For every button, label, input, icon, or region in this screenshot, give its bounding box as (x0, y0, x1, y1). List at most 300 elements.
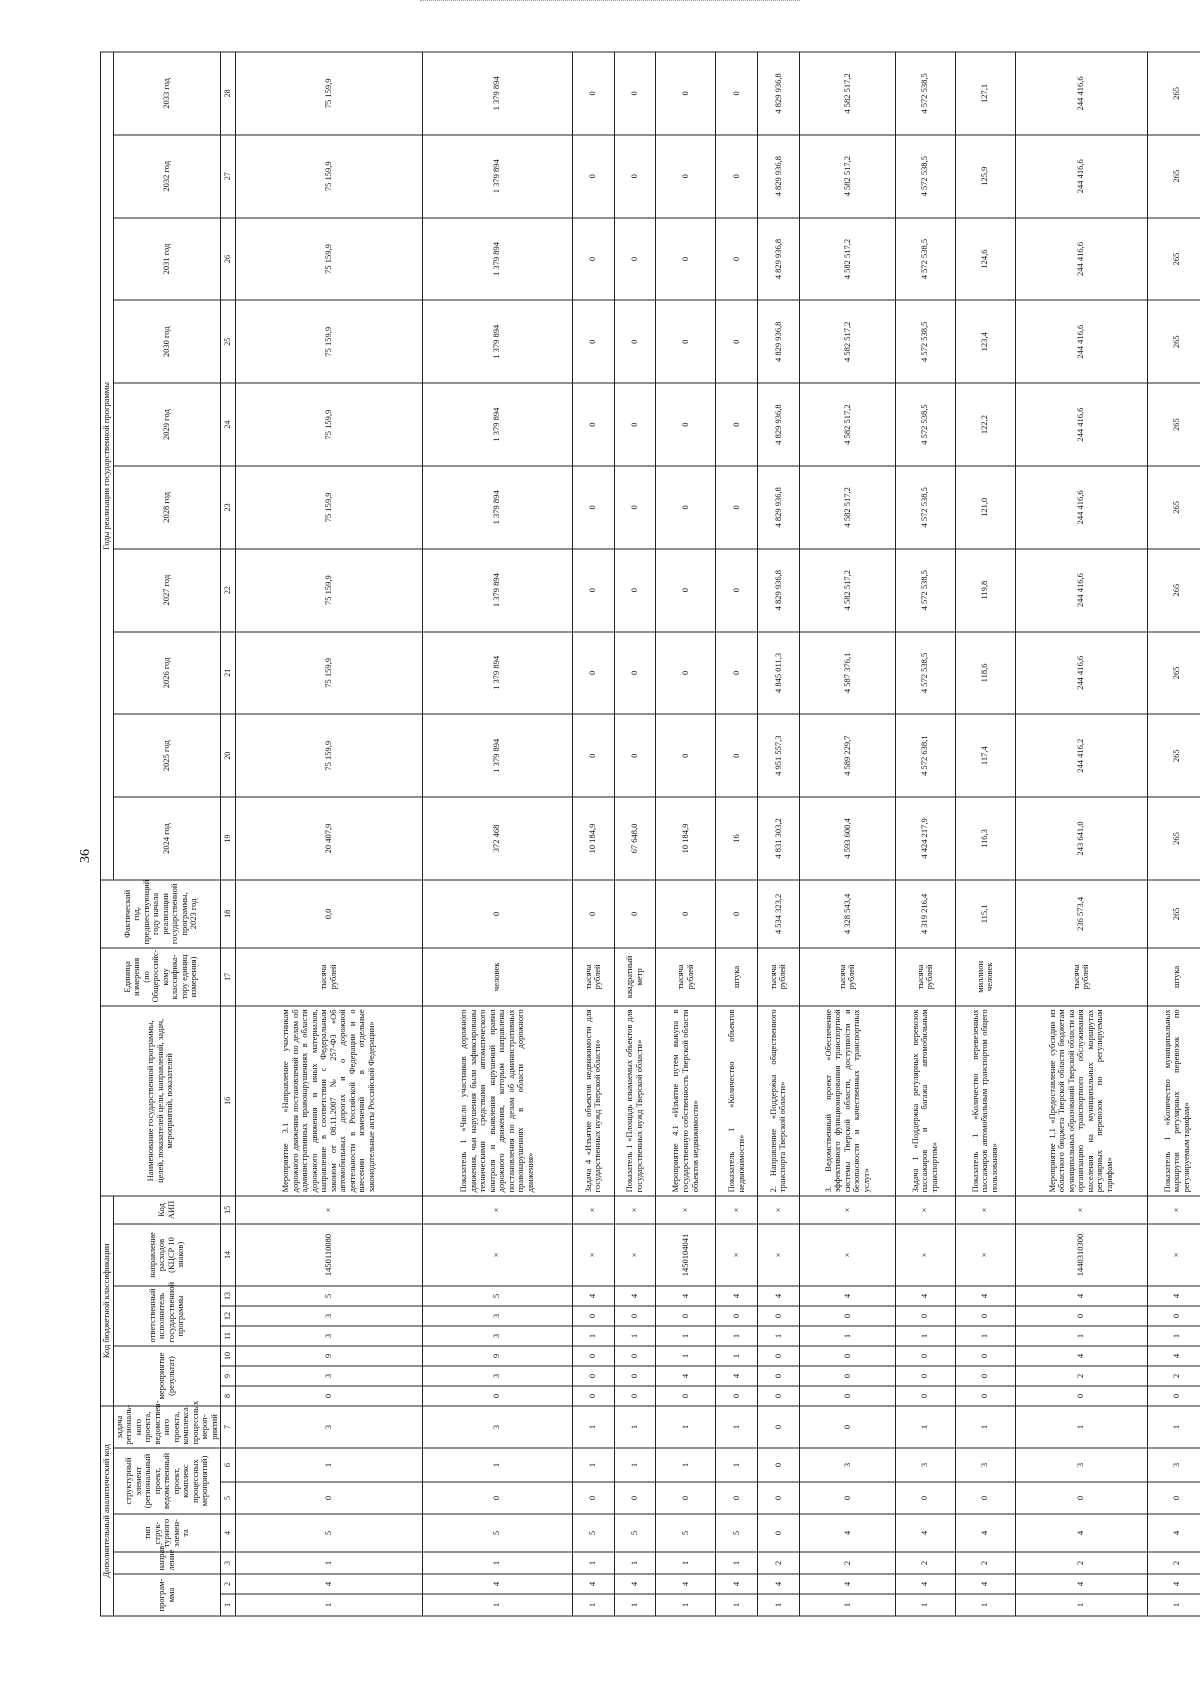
header-responsible: ответственный исполнитель государственной программы (113, 1286, 221, 1346)
row-unit: штука (1147, 948, 1200, 1006)
year-value-cell: 244 416,6 (1015, 383, 1147, 466)
year-value-cell: 372 468 (422, 797, 572, 880)
code-cell: 0 (799, 1406, 895, 1448)
code-cell: 1 (572, 1448, 614, 1482)
code-cell: 3 (422, 1326, 572, 1346)
col-number: 10 (221, 1346, 236, 1366)
col-number: 22 (221, 549, 236, 632)
code-cell: × (955, 1196, 1015, 1224)
code-cell: 2 (1147, 1366, 1200, 1386)
year-value-cell: 244 416,6 (1015, 549, 1147, 632)
year-value-cell: 75 159,9 (236, 52, 422, 135)
header-year-2031: 2031 год (113, 218, 221, 301)
year-value-cell: 244 416,6 (1015, 218, 1147, 301)
code-cell: 1 (656, 1346, 716, 1366)
code-cell: 0 (572, 1482, 614, 1514)
code-cell: × (1147, 1224, 1200, 1286)
year-value-cell: 4 572 538,5 (895, 549, 955, 632)
code-cell: 0 (1015, 1482, 1147, 1514)
code-cell: 1 (716, 1448, 758, 1482)
code-cell: 4 (799, 1574, 895, 1594)
code-cell: 4 (572, 1574, 614, 1594)
year-value-cell: 121,0 (955, 466, 1015, 549)
code-cell: 5 (422, 1286, 572, 1306)
year-value-cell: 1 379 894 (422, 549, 572, 632)
year-value-cell: 0 (614, 714, 656, 797)
year-value-cell: 4 572 538,5 (895, 218, 955, 301)
year-value-cell: 4 829 936,8 (758, 383, 800, 466)
year-value-cell: 0 (572, 632, 614, 715)
code-cell: 0 (799, 1346, 895, 1366)
code-cell: 1440310300 (1015, 1224, 1147, 1286)
row-name: Показатель 1 «Количество объектов недвижимости» (716, 1006, 758, 1196)
year-value-cell: 75 159,9 (236, 300, 422, 383)
code-cell: 0 (799, 1306, 895, 1326)
year-value-cell: 0 (572, 466, 614, 549)
row-fact-value: 0 (422, 880, 572, 948)
header-fact: Фактический год, предшествующий году начала реализации государственной программы, 2023 год (101, 880, 221, 948)
code-cell: × (895, 1196, 955, 1224)
year-value-cell: 4 424 217,9 (895, 797, 955, 880)
code-cell: 0 (614, 1346, 656, 1366)
code-cell: 0 (799, 1386, 895, 1406)
year-value-cell: 117,4 (955, 714, 1015, 797)
code-cell: 1 (1147, 1406, 1200, 1448)
row-unit: тысяча рублей (572, 948, 614, 1006)
row-unit: тысяча рублей (758, 948, 800, 1006)
code-cell: 1 (716, 1552, 758, 1574)
year-value-cell: 4 572 538,5 (895, 383, 955, 466)
year-value-cell: 123,4 (955, 300, 1015, 383)
code-cell: 9 (236, 1346, 422, 1366)
top-scan-mark (420, 0, 800, 3)
code-cell: 0 (572, 1386, 614, 1406)
row-name: Мероприятие 4.1 «Изъятие путем выкупа в государственную собственность Тверской области объектов недвижимости» (656, 1006, 716, 1196)
code-cell: 0 (955, 1346, 1015, 1366)
year-value-cell: 4 572 538,5 (895, 466, 955, 549)
code-cell: 2 (1015, 1366, 1147, 1386)
year-value-cell: 265 (1147, 52, 1200, 135)
header-year-2028: 2028 год (113, 466, 221, 549)
year-value-cell: 67 648,0 (614, 797, 656, 880)
code-cell: 2 (1015, 1552, 1147, 1574)
year-value-cell: 0 (656, 218, 716, 301)
code-cell: 5 (716, 1514, 758, 1552)
year-value-cell: 243 641,0 (1015, 797, 1147, 880)
header-event: мероприятие (результат) (113, 1346, 221, 1406)
code-cell: 1 (572, 1594, 614, 1616)
year-value-cell: 118,6 (955, 632, 1015, 715)
code-cell: 2 (1147, 1552, 1200, 1574)
code-cell: 1 (799, 1594, 895, 1616)
code-cell: 1 (236, 1552, 422, 1574)
header-year-2033: 2033 год (113, 52, 221, 135)
col-number: 3 (221, 1552, 236, 1574)
year-value-cell: 0 (614, 632, 656, 715)
code-cell: 4 (1015, 1514, 1147, 1552)
header-aip-code: Код АИП (113, 1196, 221, 1224)
code-cell: 4 (572, 1286, 614, 1306)
col-number: 24 (221, 383, 236, 466)
code-cell: 4 (895, 1286, 955, 1306)
year-value-cell: 0 (656, 135, 716, 218)
code-cell: × (614, 1224, 656, 1286)
code-cell: 0 (758, 1514, 800, 1552)
code-cell: 0 (758, 1482, 800, 1514)
col-number: 27 (221, 135, 236, 218)
year-value-cell: 0 (656, 466, 716, 549)
year-value-cell: 0 (572, 383, 614, 466)
year-value-cell: 4 582 517,2 (799, 135, 895, 218)
year-value-cell: 4 831 303,2 (758, 797, 800, 880)
code-cell: 1 (614, 1448, 656, 1482)
code-cell: 3 (236, 1406, 422, 1448)
col-number: 13 (221, 1286, 236, 1306)
code-cell: 0 (895, 1386, 955, 1406)
code-cell: 1 (572, 1406, 614, 1448)
year-value-cell: 0 (716, 300, 758, 383)
row-fact-value: 0 (572, 880, 614, 948)
code-cell: × (716, 1196, 758, 1224)
code-cell: 1 (955, 1326, 1015, 1346)
year-value-cell: 0 (656, 714, 716, 797)
col-number: 2 (221, 1574, 236, 1594)
year-value-cell: 127,1 (955, 52, 1015, 135)
code-cell: × (422, 1196, 572, 1224)
year-value-cell: 0 (656, 300, 716, 383)
year-value-cell: 75 159,9 (236, 466, 422, 549)
code-cell: 0 (758, 1346, 800, 1366)
col-number: 16 (221, 1006, 236, 1196)
year-value-cell: 0 (614, 218, 656, 301)
row-name: Мероприятие 3.1 «Направление участникам дорожного движения постановлений по делам об административных правонарушениях в области дорожного движения и иных материалов, направление в соответствии с Федеральным законом от 08.11.2007 № 257-ФЗ «Об автомобильных дорогах и о дорожной деятельности в Российской Федерации и о внесении изменений в отдельные законодательные акты Российской Федерации» (236, 1006, 422, 1196)
code-cell: 5 (614, 1514, 656, 1552)
col-number: 12 (221, 1306, 236, 1326)
year-value-cell: 244 416,6 (1015, 632, 1147, 715)
code-cell: 1 (955, 1406, 1015, 1448)
table-row (1147, 52, 1200, 1616)
code-cell: 1 (656, 1448, 716, 1482)
code-cell: 4 (1015, 1286, 1147, 1306)
row-unit: тысяча рублей (799, 948, 895, 1006)
year-value-cell: 265 (1147, 714, 1200, 797)
row-unit: миллион человек (955, 948, 1015, 1006)
code-cell: 0 (572, 1346, 614, 1366)
code-cell: 1 (1147, 1594, 1200, 1616)
header-expense-dir: направление расходов (КЦСР 10 знаков) (113, 1224, 221, 1286)
year-value-cell: 0 (656, 549, 716, 632)
table-header (101, 52, 236, 1616)
code-cell: 1 (955, 1594, 1015, 1616)
year-value-cell: 265 (1147, 549, 1200, 632)
code-cell: × (955, 1224, 1015, 1286)
table-row (799, 52, 895, 1616)
code-cell: 4 (955, 1514, 1015, 1552)
code-cell: 3 (799, 1448, 895, 1482)
row-name: Задача 1 «Поддержка регулярных перевозок пассажиров и багажа автомобильным транспортом» (895, 1006, 955, 1196)
code-cell: 5 (422, 1514, 572, 1552)
code-cell: × (1015, 1196, 1147, 1224)
code-cell: 0 (1147, 1482, 1200, 1514)
code-cell: 1 (758, 1594, 800, 1616)
code-cell: 1 (758, 1326, 800, 1346)
code-cell: 4 (799, 1286, 895, 1306)
code-cell: 1 (422, 1448, 572, 1482)
code-cell: 4 (1147, 1346, 1200, 1366)
year-value-cell: 4 829 936,8 (758, 135, 800, 218)
row-unit: тысяча рублей (656, 948, 716, 1006)
code-cell: 2 (799, 1552, 895, 1574)
code-cell: 5 (236, 1514, 422, 1552)
year-value-cell: 0 (716, 714, 758, 797)
code-cell: 3 (955, 1448, 1015, 1482)
code-cell: 0 (572, 1366, 614, 1386)
row-unit: тысяча рублей (1015, 948, 1147, 1006)
year-value-cell: 1 379 894 (422, 383, 572, 466)
header-struct-element: структурный элемент (региональный проект, ведомственный проект, комплекс процессных мероприятий) (113, 1448, 221, 1514)
code-cell: 5 (572, 1514, 614, 1552)
col-number: 28 (221, 52, 236, 135)
col-number: 21 (221, 632, 236, 715)
code-cell: 0 (716, 1306, 758, 1326)
row-unit: тысяча рублей (895, 948, 955, 1006)
year-value-cell: 4 572 538,5 (895, 52, 955, 135)
code-cell: 4 (656, 1366, 716, 1386)
header-dop-code: Дополнительный аналитический код (101, 1406, 114, 1616)
code-cell: 0 (656, 1482, 716, 1514)
code-cell: 4 (1147, 1514, 1200, 1552)
code-cell: 0 (758, 1406, 800, 1448)
code-cell: 3 (422, 1306, 572, 1326)
row-fact-value: 265 (1147, 880, 1200, 948)
code-cell: 3 (1147, 1448, 1200, 1482)
year-value-cell: 75 159,9 (236, 632, 422, 715)
code-cell: 0 (955, 1386, 1015, 1406)
code-cell: 1 (895, 1406, 955, 1448)
code-cell: 0 (799, 1366, 895, 1386)
col-number: 17 (221, 948, 236, 1006)
row-name: Показатель 1 «Площадь изымаемых объектов для государственных нужд Тверской области» (614, 1006, 656, 1196)
code-cell: × (236, 1196, 422, 1224)
header-direction: направ-ление (113, 1552, 221, 1574)
code-cell: 1 (656, 1552, 716, 1574)
row-unit: штука (716, 948, 758, 1006)
code-cell: 1450110080 (236, 1224, 422, 1286)
year-value-cell: 75 159,9 (236, 549, 422, 632)
year-value-cell: 265 (1147, 632, 1200, 715)
page-number: 36 (78, 849, 93, 863)
table-row (236, 52, 422, 1616)
header-year-2025: 2025 год (113, 714, 221, 797)
code-cell: 1 (656, 1406, 716, 1448)
year-value-cell: 265 (1147, 300, 1200, 383)
code-cell: 1 (614, 1594, 656, 1616)
year-value-cell: 4 951 557,3 (758, 714, 800, 797)
code-cell: × (1147, 1196, 1200, 1224)
row-name: Мероприятие 1.1 «Предоставление субсидии из областного бюджета Тверской области бюджетам муниципальных образований Тверской области на организацию транспортного обслуживания населения на муниципальных маршрутах регулярных перевозок по регулируемым тарифам» (1015, 1006, 1147, 1196)
year-value-cell: 10 184,9 (656, 797, 716, 880)
code-cell: × (758, 1224, 800, 1286)
row-name: Задача 4 «Изъятие объектов недвижимости для государственных нужд Тверской области» (572, 1006, 614, 1196)
year-value-cell: 0 (716, 52, 758, 135)
header-unit: Единица измерения (по Общероссийс-кому классифика-тору единиц измерения) (101, 948, 221, 1006)
table-row (614, 52, 656, 1616)
code-cell: 0 (716, 1482, 758, 1514)
header-name: Наименование государственной программы, целей, показателей цели, направлений, задач, мероприятий, показателей (101, 1006, 221, 1196)
column-numbers-row (221, 52, 236, 1616)
header-years-label: Годы реализации государственной программы (101, 52, 114, 880)
program-table (100, 52, 1200, 1617)
code-cell: × (799, 1224, 895, 1286)
code-cell: 1 (422, 1594, 572, 1616)
code-cell: × (716, 1224, 758, 1286)
year-value-cell: 0 (572, 549, 614, 632)
code-cell: 4 (716, 1574, 758, 1594)
header-budget-code: Код бюджетной классификации (101, 1196, 114, 1406)
code-cell: 0 (758, 1448, 800, 1482)
col-number: 20 (221, 714, 236, 797)
col-number: 26 (221, 218, 236, 301)
code-cell: 4 (614, 1574, 656, 1594)
row-unit: тысяча рублей (236, 948, 422, 1006)
code-cell: 1 (1015, 1326, 1147, 1346)
year-value-cell: 0 (716, 466, 758, 549)
year-value-cell: 4 582 517,2 (799, 218, 895, 301)
year-value-cell: 4 572 538,5 (895, 632, 955, 715)
year-value-cell: 265 (1147, 466, 1200, 549)
code-cell: 0 (895, 1482, 955, 1514)
year-value-cell: 0 (572, 135, 614, 218)
code-cell: 0 (422, 1386, 572, 1406)
code-cell: 0 (614, 1366, 656, 1386)
table-row (1015, 52, 1147, 1616)
col-number: 1 (221, 1594, 236, 1616)
year-value-cell: 0 (572, 218, 614, 301)
header-year-2026: 2026 год (113, 632, 221, 715)
code-cell: 0 (758, 1306, 800, 1326)
code-cell: 1 (895, 1326, 955, 1346)
code-cell: 4 (895, 1514, 955, 1552)
header-year-2029: 2029 год (113, 383, 221, 466)
row-fact-value: 0 (716, 880, 758, 948)
code-cell: 4 (422, 1574, 572, 1594)
col-number: 8 (221, 1386, 236, 1406)
year-value-cell: 4 829 936,8 (758, 300, 800, 383)
row-fact-value: 4 328 543,4 (799, 880, 895, 948)
code-cell: 4 (1147, 1286, 1200, 1306)
year-value-cell: 265 (1147, 797, 1200, 880)
code-cell: 0 (656, 1386, 716, 1406)
year-value-cell: 1 379 894 (422, 632, 572, 715)
code-cell: 4 (716, 1366, 758, 1386)
code-cell: 1 (614, 1552, 656, 1574)
year-value-cell: 1 379 894 (422, 135, 572, 218)
code-cell: × (572, 1196, 614, 1224)
year-value-cell: 0 (572, 714, 614, 797)
year-value-cell: 0 (572, 52, 614, 135)
year-value-cell: 4 582 517,2 (799, 383, 895, 466)
code-cell: 4 (1147, 1574, 1200, 1594)
year-value-cell: 0 (614, 300, 656, 383)
code-cell: 0 (1147, 1306, 1200, 1326)
table-body (236, 52, 1200, 1616)
year-value-cell: 0 (614, 549, 656, 632)
header-program: програм-мма (113, 1574, 221, 1616)
col-number: 5 (221, 1482, 236, 1514)
code-cell: 1 (1015, 1594, 1147, 1616)
year-value-cell: 119,8 (955, 549, 1015, 632)
year-value-cell: 1 379 894 (422, 52, 572, 135)
code-cell: × (656, 1196, 716, 1224)
code-cell: 4 (955, 1574, 1015, 1594)
table-row (656, 52, 716, 1616)
table-row (422, 52, 572, 1616)
year-value-cell: 4 582 517,2 (799, 300, 895, 383)
row-fact-value: 4 319 216,4 (895, 880, 955, 948)
row-fact-value: 0,0 (236, 880, 422, 948)
year-value-cell: 75 159,9 (236, 714, 422, 797)
table-row (716, 52, 758, 1616)
code-cell: 3 (422, 1366, 572, 1386)
year-value-cell: 16 (716, 797, 758, 880)
row-name: 2. Направление «Поддержка общественного транспорта Тверской области» (758, 1006, 800, 1196)
code-cell: 0 (614, 1482, 656, 1514)
code-cell: 0 (955, 1306, 1015, 1326)
code-cell: 4 (1015, 1574, 1147, 1594)
year-value-cell: 244 416,6 (1015, 52, 1147, 135)
code-cell: 0 (895, 1366, 955, 1386)
code-cell: 4 (656, 1286, 716, 1306)
year-value-cell: 75 159,9 (236, 135, 422, 218)
code-cell: 2 (758, 1552, 800, 1574)
year-value-cell: 4 582 517,2 (799, 52, 895, 135)
code-cell: 1 (572, 1552, 614, 1574)
code-cell: 4 (614, 1286, 656, 1306)
year-value-cell: 0 (656, 632, 716, 715)
code-cell: × (799, 1196, 895, 1224)
code-cell: 0 (1015, 1306, 1147, 1326)
code-cell: 5 (656, 1514, 716, 1552)
year-value-cell: 1 379 894 (422, 466, 572, 549)
code-cell: 2 (895, 1552, 955, 1574)
code-cell: 4 (758, 1286, 800, 1306)
code-cell: 3 (236, 1366, 422, 1386)
year-value-cell: 75 159,9 (236, 218, 422, 301)
table-row (572, 52, 614, 1616)
code-cell: 0 (1015, 1386, 1147, 1406)
year-value-cell: 116,3 (955, 797, 1015, 880)
code-cell: 3 (1015, 1448, 1147, 1482)
code-cell: 0 (236, 1386, 422, 1406)
code-cell: 0 (758, 1386, 800, 1406)
year-value-cell: 0 (716, 135, 758, 218)
code-cell: 0 (895, 1306, 955, 1326)
year-value-cell: 1 379 894 (422, 300, 572, 383)
col-number: 18 (221, 880, 236, 948)
year-value-cell: 4 572 638,1 (895, 714, 955, 797)
code-cell: 1 (614, 1406, 656, 1448)
code-cell: 1 (236, 1448, 422, 1482)
code-cell: 1 (716, 1326, 758, 1346)
code-cell: 4 (716, 1286, 758, 1306)
code-cell: 1450104041 (656, 1224, 716, 1286)
year-value-cell: 265 (1147, 218, 1200, 301)
code-cell: 1 (656, 1594, 716, 1616)
year-value-cell: 244 416,6 (1015, 135, 1147, 218)
code-cell: 0 (614, 1306, 656, 1326)
table-row (895, 52, 955, 1616)
code-cell: 0 (572, 1306, 614, 1326)
